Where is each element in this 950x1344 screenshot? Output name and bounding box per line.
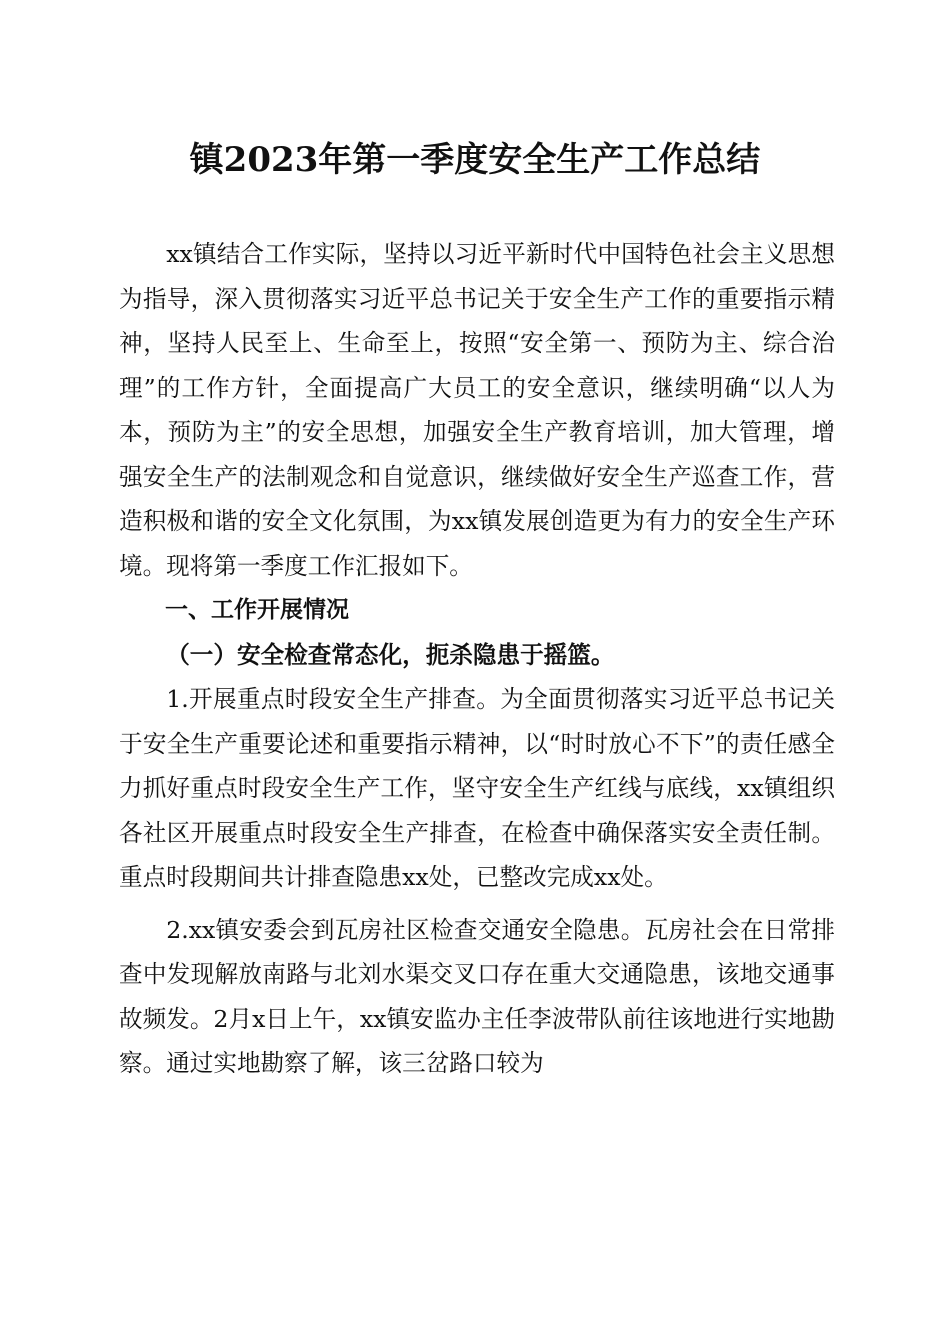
item-paragraph-2: 2.xx镇安委会到瓦房社区检查交通安全隐患。瓦房社会在日常排查中发现解放南路与北刘水渠交叉口存在重大交通隐患，该地交通事故频发。2月x日上午，xx镇安监办主任李波带队前往该地进行实地勘察。通过实地勘察了解，该三岔路口较为 xyxy=(119,915,835,1077)
section-heading: 一、工作开展情况 xyxy=(165,597,349,623)
document-title: 镇2023年第一季度安全生产工作总结 xyxy=(189,140,761,180)
document-body xyxy=(119,232,835,1086)
subsection-heading: （一）安全检查常态化，扼杀隐患于摇篮。 xyxy=(166,640,615,669)
item-paragraph-1: 1.开展重点时段安全生产排查。为全面贯彻落实习近平总书记关于安全生产重要论述和重要指示精神，以“时时放心不下”的责任感全力抓好重点时段安全生产工作，坚守安全生产红线与底线，xx镇组织各社区开展重点时段安全生产排查，在检查中确保落实安全责任制。重点时段期间共计排查隐患xx处，已整改完成xx处。 xyxy=(119,685,835,891)
intro-paragraph: xx镇结合工作实际，坚持以习近平新时代中国特色社会主义思想为指导，深入贯彻落实习近平总书记关于安全生产工作的重要指示精神，坚持人民至上、生命至上，按照“安全第一、预防为主、综合治理”的工作方针，全面提高广大员工的安全意识，继续明确“以人为本，预防为主”的安全思想，加强安全生产教育培训，加大管理，增强安全生产的法制观念和自觉意识，继续做好安全生产巡查工作，营造积极和谐的安全文化氛围，为xx镇发展创造更为有力的安全生产环境。现将第一季度工作汇报如下。 xyxy=(119,240,835,580)
